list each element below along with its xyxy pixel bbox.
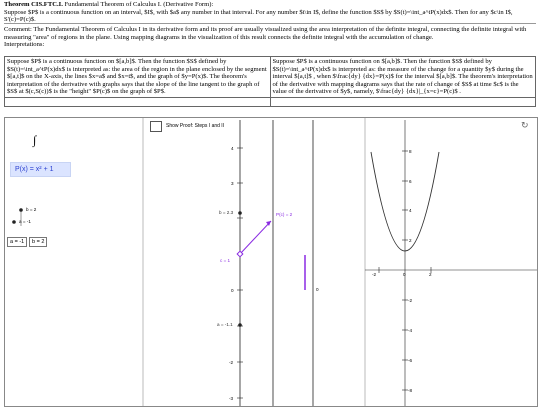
b-value-box[interactable]: b = 2 bbox=[29, 237, 47, 247]
slider-b-label: b = 2 bbox=[26, 207, 37, 212]
theorem-statement: Suppose $P$ is a continuous function on an interval, $I$, with $a$ any number in that interval. For any number $t\in I$, define the function $S$ by $S(t)=\int_a^tP(x)dx$. Then for any $c\in I$, S'(c)=P(c)$. bbox=[4, 8, 513, 24]
mapping-arrow bbox=[240, 221, 271, 254]
theorem-title: Theorem CIS.FTC.I. bbox=[4, 1, 63, 8]
slider-b-point[interactable] bbox=[19, 208, 23, 212]
show-proof-checkbox[interactable] bbox=[150, 121, 162, 132]
map-pc-label: P(c) = 2 bbox=[276, 212, 293, 217]
map-tick-label: 4 bbox=[231, 146, 234, 151]
divider bbox=[4, 23, 536, 24]
graph-y-tick: 6 bbox=[409, 179, 412, 184]
interpretations-table bbox=[4, 56, 536, 107]
empty-cell bbox=[5, 97, 271, 106]
theorem-subtitle: Fundamental Theorem of Calculus I. (Derivative Form): bbox=[64, 1, 214, 8]
graph-y-tick: 4 bbox=[409, 208, 412, 213]
map-a-label: a = -1.1 bbox=[217, 322, 233, 327]
map-tick-label: -3 bbox=[229, 396, 234, 401]
map-zero-label: 0 bbox=[316, 287, 319, 292]
empty-cell bbox=[270, 97, 536, 106]
integral-symbol: ∫ bbox=[33, 133, 37, 147]
graph-y-tick: -2 bbox=[408, 298, 413, 303]
applet-canvas bbox=[5, 118, 537, 406]
geogebra-applet[interactable] bbox=[4, 117, 538, 407]
a-value-box[interactable]: a = -1 bbox=[7, 237, 27, 247]
graph-y-tick: 8 bbox=[409, 149, 412, 154]
graph-y-tick: -8 bbox=[408, 388, 413, 393]
graph-y-tick: -4 bbox=[408, 328, 413, 333]
area-interpretation: Suppose $P$ is a continuous function on $[a,b]$. Then the function $S$ defined by $S(t)=\int_a^tP(x)dx$ is interpreted as: the area of the region in the plane enclosed by the segment $[a,t]$ on the X-axis, the lines $x=a$ and $x=t$, and the graph of $y=P(x)$. The theorem's interpretation of the derivative with graphs says that the slope of the line tangent to the graph of $S$ at $(c,S(c))$ is the "height" $P(c)$ on the graph of $P$. bbox=[5, 57, 271, 98]
theorem-block bbox=[4, 1, 536, 24]
change-interpretation: Suppose $P$ is a continuous function on $[a,b]$. Then the function $S$ defined by $S(t)=\int_a^tP(x)dx$ is interpreted as: the measure of the change for a quantity $y$ during the interval $[a,t]$ , when $\frac{dy} {dx}=P(x)$ for the interval $[a,b]$. The theorem's interpretation of the derivative with mapping diagrams says that the rate of change of $S$ at time $c$ is the value of the derivative of $y$, namely, $\frac{dy} {dx}|_{x=c}=P(c)$ . bbox=[270, 57, 536, 98]
map-a-point[interactable] bbox=[238, 323, 242, 327]
comment-block bbox=[4, 26, 536, 49]
graph-x-tick: 0 bbox=[403, 272, 406, 277]
map-tick-label: -2 bbox=[229, 360, 234, 365]
map-b-label: b = 2.3 bbox=[219, 210, 234, 215]
graph-x-tick: -2 bbox=[372, 272, 377, 277]
function-input[interactable]: P(x) = x² + 1 bbox=[10, 162, 71, 177]
map-b-point[interactable] bbox=[238, 211, 242, 215]
comment-text: Comment: The Fundamental Theorem of Calculus I in its derivative form and its proof are usually visualized using the area interpretation of the definite integral, connecting the definite integral with measuring "area" of regions in the plane. Using mapping diagrams in the visualization of this result connects the definite integral with the accumulation of change. bbox=[4, 26, 527, 41]
graph-x-tick: 2 bbox=[429, 272, 432, 277]
interpretations-label: Interpretations: bbox=[4, 41, 45, 49]
refresh-icon[interactable]: ↻ bbox=[521, 120, 529, 130]
slider-a-point[interactable] bbox=[12, 220, 16, 224]
graph-y-tick: 2 bbox=[409, 238, 412, 243]
map-tick-label: 0 bbox=[231, 288, 234, 293]
show-proof-label: Show Proof: Steps I and II bbox=[166, 123, 225, 129]
slider-a-label: a = -1 bbox=[19, 219, 31, 224]
map-tick-label: 3 bbox=[231, 181, 234, 186]
graph-y-tick: -6 bbox=[408, 358, 413, 363]
map-c-label: c = 1 bbox=[220, 258, 231, 263]
